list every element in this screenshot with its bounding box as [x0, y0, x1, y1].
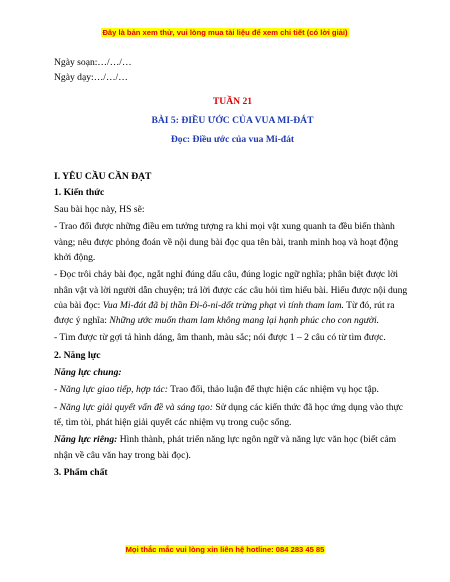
- general-competence-1: - Năng lực giao tiếp, hợp tác: Trao đổi, thảo luận để thực hiện các nhiệm vụ học tập.: [54, 384, 379, 396]
- specific-competence: Năng lực riêng: Hình thành, phát triển năng lực ngôn ngữ và năng lực văn học (biết cảm nhận về câu văn hay trong bài đọc).: [54, 434, 397, 461]
- objective-1: - Trao đổi được những điều em tưởng tượng ra khi mọi vật xung quanh ta đều biến thành vàng; nêu được phỏng đoán về nội dung bài đọc qua tên bài, tranh minh hoạ và hoạt động khởi động.: [54, 221, 399, 263]
- section-heading: I. YÊU CẦU CẦN ĐẠT: [54, 171, 152, 183]
- competence-heading: 2. Năng lực: [54, 349, 101, 361]
- quality-heading: 3. Phẩm chất: [54, 466, 108, 478]
- preview-notice-banner: Đây là bản xem thử, vui lòng mua tài liệu để xem chi tiết (có lời giải): [102, 28, 348, 37]
- lesson-plan-page: [54, 55, 411, 480]
- lesson-title: BÀI 5: ĐIỀU ƯỚC CỦA VUA MI-ĐÁT: [151, 114, 314, 126]
- general-competence-2: - Năng lực giải quyết vấn đề và sáng tạo: Sử dụng các kiến thức đã học ứng dụng vào thực tế, tìm tòi, phát hiện giải quyết các nhiệm vụ trong cuộc sống.: [54, 401, 403, 428]
- reading-title: Đọc: Điều ước của vua Mi-đát: [170, 134, 295, 146]
- objective-3: - Tìm được từ gợi tả hình dáng, âm thanh, màu sắc; nói được 1 – 2 câu có từ tìm được.: [54, 332, 386, 344]
- teach-date: Ngày dạy:…/…/…: [54, 72, 128, 84]
- hotline-banner: Mọi thắc mắc vui lòng xin liên hệ hotline: 084 283 45 85: [125, 545, 325, 554]
- general-competence-heading: Năng lực chung:: [54, 367, 122, 379]
- prep-date: Ngày soạn:…/…/…: [54, 57, 132, 68]
- objective-2: - Đọc trôi chảy bài đọc, ngắt nghỉ đúng dấu câu, đúng logic ngữ nghĩa; phân biệt được lời nhân vật và lời người dẫn chuyện; trả lời được các câu hỏi tìm hiểu bài. Hiểu được nội dung của bài đọc: Vua Mi-đát đã bị thần Đi-ô-ni-dốt trừng phạt vì tính tham lam. Từ đó, rút ra được ý nghĩa: Những ước muốn tham lam không mang lại hạnh phúc cho con người.: [54, 269, 408, 327]
- week-label: TUẦN 21: [212, 95, 253, 107]
- knowledge-intro: Sau bài học này, HS sẽ:: [54, 204, 145, 216]
- knowledge-heading: 1. Kiến thức: [54, 186, 105, 198]
